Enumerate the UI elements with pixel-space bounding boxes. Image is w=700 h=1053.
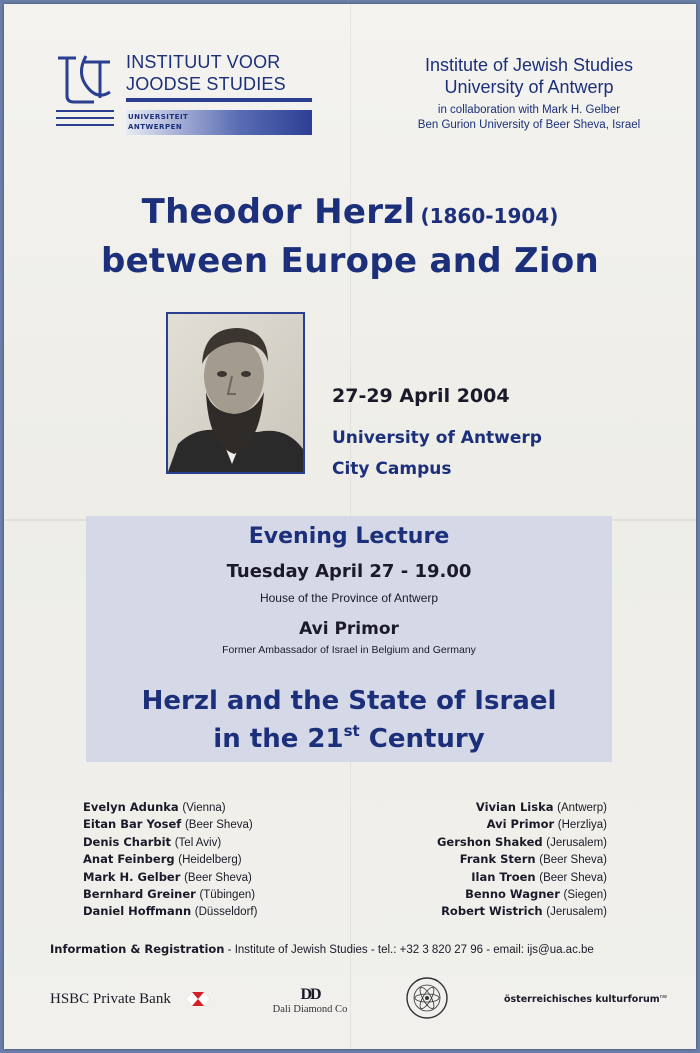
speaker-location: (Beer Sheva)	[539, 854, 607, 867]
dali-diamond-name: Dali Diamond Co	[272, 1004, 348, 1015]
speaker-location: (Jerusalem)	[546, 906, 607, 919]
speaker-row	[344, 816, 607, 833]
speaker-name: Vivian Liska	[475, 800, 554, 814]
university-name-line1: UNIVERSITEIT	[128, 113, 189, 121]
speaker-name: Frank Stern	[459, 852, 536, 867]
speaker-row	[344, 903, 607, 920]
evening-lecture-speaker: Avi Primor	[299, 619, 399, 639]
speaker-row	[83, 903, 343, 920]
herzl-portrait	[166, 312, 305, 474]
sponsor-kulturforum	[504, 994, 667, 1005]
lecture-title-line2	[86, 722, 612, 754]
evening-lecture-panel	[86, 516, 612, 762]
logo-stripes	[56, 110, 114, 131]
evening-lecture-datetime: Tuesday April 27 - 19.00	[226, 561, 472, 582]
speaker-row	[83, 834, 343, 851]
portrait-illustration	[168, 314, 303, 472]
speaker-row	[344, 886, 607, 903]
info-registration	[50, 942, 670, 956]
speaker-row	[344, 834, 607, 851]
event-dates: 27-29 April 2004	[332, 385, 510, 407]
speaker-location: (Antwerp)	[557, 802, 607, 814]
dali-diamond-logo-icon: DD	[300, 986, 320, 1003]
speaker-location: (Tübingen)	[199, 889, 256, 902]
header-right	[384, 54, 674, 133]
speaker-row	[83, 799, 343, 816]
title-name: Theodor Herzl	[141, 192, 416, 232]
institute-english: Institute of Jewish Studies	[424, 55, 634, 75]
poster	[4, 4, 696, 1049]
speaker-name: Eitan Bar Yosef	[83, 817, 182, 832]
speaker-location: (Siegen)	[563, 889, 607, 902]
speaker-name: Benno Wagner	[465, 887, 560, 902]
speaker-location: (Beer Sheva)	[184, 871, 252, 884]
lecture-title-line2-pre: in the 21	[213, 724, 344, 754]
speaker-location: (Vienna)	[182, 802, 226, 814]
university-english: University of Antwerp	[444, 77, 614, 97]
speaker-location: (Heidelberg)	[178, 854, 242, 867]
speaker-name: Avi Primor	[486, 817, 555, 832]
speaker-location: (Jerusalem)	[546, 836, 607, 849]
institute-name-line1: INSTITUUT VOOR	[126, 52, 281, 72]
star-diamond-group-logo-icon	[405, 976, 449, 1020]
lecture-title-ordinal: st	[343, 722, 360, 740]
speakers-right-list	[344, 799, 607, 921]
collaboration-line2: Ben Gurion University of Beer Sheva, Israel	[417, 119, 641, 131]
institute-underline	[126, 98, 312, 102]
speaker-name: Bernhard Greiner	[83, 887, 196, 902]
sponsor-hsbc: HSBC Private Bank	[50, 991, 171, 1007]
university-name-line2: ANTWERPEN	[128, 123, 183, 131]
evening-lecture-speaker-role: Former Ambassador of Israel in Belgium and Germany	[222, 644, 476, 656]
speaker-row	[83, 869, 343, 886]
ijs-logo-icon	[54, 52, 114, 104]
speaker-location: (Beer Sheva)	[184, 819, 253, 832]
speaker-name: Denis Charbit	[83, 834, 172, 849]
venue-line2: City Campus	[332, 459, 452, 479]
lecture-title-line2-post: Century	[359, 724, 485, 754]
hsbc-hexagon-icon	[186, 992, 210, 1006]
title-subtitle: between Europe and Zion	[100, 241, 600, 281]
sponsor-dali	[262, 986, 358, 1015]
speaker-row	[344, 851, 607, 868]
speaker-name: Mark H. Gelber	[83, 869, 181, 884]
speaker-row	[83, 886, 343, 903]
institute-name-line2: JOODSE STUDIES	[126, 74, 286, 94]
speaker-location: (Düsseldorf)	[194, 906, 258, 919]
speaker-row	[83, 816, 343, 833]
kulturforum-sup: nw	[659, 994, 667, 1000]
kulturforum-name: österreichisches kulturforum	[504, 994, 660, 1006]
lecture-title-line1: Herzl and the State of Israel	[141, 686, 557, 716]
speaker-row	[344, 799, 607, 816]
speaker-row	[344, 869, 607, 886]
speaker-name: Daniel Hoffmann	[83, 904, 192, 919]
speaker-location: (Beer Sheva)	[539, 871, 607, 884]
institute-logo	[54, 48, 312, 138]
speaker-name: Evelyn Adunka	[83, 800, 179, 814]
speaker-location: (Herzliya)	[557, 819, 607, 832]
title-line1	[4, 192, 696, 232]
speakers-left-list	[83, 799, 343, 921]
evening-lecture-heading: Evening Lecture	[248, 524, 450, 549]
info-label: Information & Registration	[50, 942, 225, 956]
speaker-name: Robert Wistrich	[441, 904, 543, 919]
speaker-name: Anat Feinberg	[83, 852, 175, 867]
speaker-name: Ilan Troen	[471, 869, 536, 884]
collaboration-line1: in collaboration with Mark H. Gelber	[437, 104, 621, 116]
evening-lecture-place: House of the Province of Antwerp	[259, 591, 439, 605]
title-years: (1860-1904)	[420, 204, 559, 228]
info-details: - Institute of Jewish Studies - tel.: +32 3 820 27 96 - email: ijs@ua.ac.be	[224, 944, 594, 956]
speaker-row	[83, 851, 343, 868]
venue-line1: University of Antwerp	[332, 428, 542, 448]
speaker-name: Gershon Shaked	[436, 834, 543, 849]
speaker-location: (Tel Aviv)	[174, 836, 222, 849]
